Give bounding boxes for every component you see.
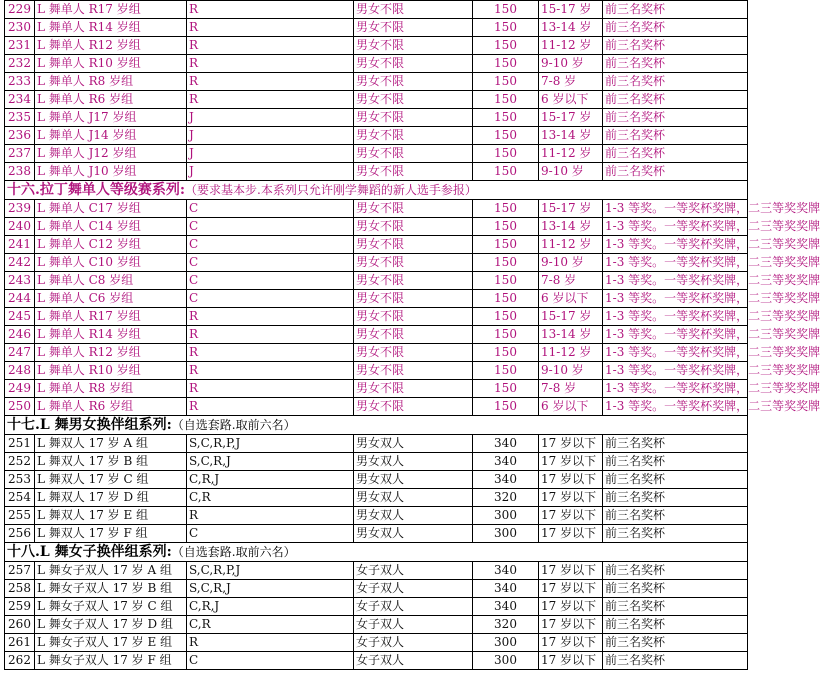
- dance-codes-cell: J: [187, 145, 354, 163]
- entry-fee-cell: 150: [473, 308, 539, 326]
- dance-codes-cell: R: [187, 19, 354, 37]
- entry-fee-cell: 340: [473, 471, 539, 489]
- event-number-cell: 244: [5, 290, 35, 308]
- gender-category-cell: 男女不限: [354, 344, 473, 362]
- entry-fee-cell: 340: [473, 453, 539, 471]
- section-title: 十八.L 舞女子换伴组系列:: [7, 543, 172, 560]
- gender-category-cell: 男女双人: [354, 471, 473, 489]
- event-number-cell: 258: [5, 580, 35, 598]
- event-name-cell: L 舞单人 R6 岁组: [35, 398, 187, 416]
- entry-fee-cell: 150: [473, 380, 539, 398]
- event-name-cell: L 舞女子双人 17 岁 D 组: [35, 616, 187, 634]
- event-name-cell: L 舞双人 17 岁 A 组: [35, 435, 187, 453]
- dance-codes-cell: R: [187, 308, 354, 326]
- dance-codes-cell: C: [187, 236, 354, 254]
- table-row: [5, 616, 748, 634]
- event-name-cell: L 舞女子双人 17 岁 E 组: [35, 634, 187, 652]
- event-name-cell: L 舞女子双人 17 岁 F 组: [35, 652, 187, 670]
- gender-category-cell: 男女不限: [354, 308, 473, 326]
- dance-codes-cell: S,C,R,P,J: [187, 435, 354, 453]
- award-cell: 1-3 等奖。一等奖杯奖牌，二三等奖奖牌: [603, 326, 748, 344]
- gender-category-cell: 男女不限: [354, 109, 473, 127]
- table-row: [5, 272, 748, 290]
- event-name-cell: L 舞单人 R10 岁组: [35, 55, 187, 73]
- event-name-cell: L 舞单人 C6 岁组: [35, 290, 187, 308]
- award-cell: 前三名奖杯: [603, 453, 748, 471]
- award-cell: 前三名奖杯: [603, 598, 748, 616]
- dance-codes-cell: S,C,R,J: [187, 580, 354, 598]
- gender-category-cell: 男女不限: [354, 254, 473, 272]
- event-number-cell: 235: [5, 109, 35, 127]
- section-note: （自选套路.取前六名）: [171, 544, 296, 559]
- event-name-cell: L 舞单人 C14 岁组: [35, 218, 187, 236]
- award-cell: 前三名奖杯: [603, 489, 748, 507]
- dance-codes-cell: R: [187, 634, 354, 652]
- award-cell: 1-3 等奖。一等奖杯奖牌，二三等奖奖牌: [603, 200, 748, 218]
- dance-codes-cell: R: [187, 326, 354, 344]
- section-header: [5, 181, 748, 200]
- table-row: [5, 1, 748, 19]
- event-name-cell: L 舞单人 R8 岁组: [35, 73, 187, 91]
- gender-category-cell: 男女不限: [354, 19, 473, 37]
- event-name-cell: L 舞单人 R6 岁组: [35, 91, 187, 109]
- entry-fee-cell: 150: [473, 19, 539, 37]
- dance-codes-cell: C: [187, 290, 354, 308]
- table-row: [5, 435, 748, 453]
- event-name-cell: L 舞单人 C8 岁组: [35, 272, 187, 290]
- dance-codes-cell: R: [187, 55, 354, 73]
- dance-codes-cell: C: [187, 652, 354, 670]
- entry-fee-cell: 340: [473, 435, 539, 453]
- gender-category-cell: 女子双人: [354, 580, 473, 598]
- event-name-cell: L 舞单人 R17 岁组: [35, 1, 187, 19]
- event-name-cell: L 舞单人 C10 岁组: [35, 254, 187, 272]
- age-range-cell: 7-8 岁: [539, 73, 603, 91]
- age-range-cell: 9-10 岁: [539, 55, 603, 73]
- gender-category-cell: 男女不限: [354, 326, 473, 344]
- gender-category-cell: 男女不限: [354, 55, 473, 73]
- age-range-cell: 17 岁以下: [539, 616, 603, 634]
- entry-fee-cell: 300: [473, 634, 539, 652]
- award-cell: 1-3 等奖。一等奖杯奖牌，二三等奖奖牌: [603, 398, 748, 416]
- dance-codes-cell: C,R,J: [187, 471, 354, 489]
- section-header-row: [5, 543, 748, 562]
- age-range-cell: 13-14 岁: [539, 218, 603, 236]
- table-row: [5, 489, 748, 507]
- award-cell: 前三名奖杯: [603, 127, 748, 145]
- event-number-cell: 245: [5, 308, 35, 326]
- age-range-cell: 9-10 岁: [539, 163, 603, 181]
- table-row: [5, 562, 748, 580]
- age-range-cell: 11-12 岁: [539, 344, 603, 362]
- award-cell: 前三名奖杯: [603, 37, 748, 55]
- event-name-cell: L 舞双人 17 岁 E 组: [35, 507, 187, 525]
- entry-fee-cell: 150: [473, 272, 539, 290]
- table-row: [5, 290, 748, 308]
- table-row: [5, 471, 748, 489]
- award-cell: 前三名奖杯: [603, 145, 748, 163]
- gender-category-cell: 男女双人: [354, 435, 473, 453]
- entry-fee-cell: 150: [473, 73, 539, 91]
- entry-fee-cell: 150: [473, 362, 539, 380]
- event-number-cell: 229: [5, 1, 35, 19]
- events-table: [4, 0, 820, 670]
- award-cell: 前三名奖杯: [603, 580, 748, 598]
- table-row: [5, 580, 748, 598]
- table-row: [5, 398, 748, 416]
- section-header-row: [5, 181, 748, 200]
- table-row: [5, 200, 748, 218]
- event-name-cell: L 舞单人 C17 岁组: [35, 200, 187, 218]
- section-header: [5, 416, 748, 435]
- section-title: 十七.L 舞男女换伴组系列:: [7, 416, 172, 433]
- award-cell: 前三名奖杯: [603, 471, 748, 489]
- gender-category-cell: 男女不限: [354, 1, 473, 19]
- award-cell: 前三名奖杯: [603, 507, 748, 525]
- age-range-cell: 15-17 岁: [539, 109, 603, 127]
- entry-fee-cell: 340: [473, 598, 539, 616]
- award-cell: 1-3 等奖。一等奖杯奖牌，二三等奖奖牌: [603, 290, 748, 308]
- section-note: （要求基本步.本系列只允许刚学舞蹈的新人选手参报）: [185, 182, 477, 197]
- table-row: [5, 163, 748, 181]
- table-row: [5, 362, 748, 380]
- award-cell: 1-3 等奖。一等奖杯奖牌，二三等奖奖牌: [603, 308, 748, 326]
- age-range-cell: 9-10 岁: [539, 254, 603, 272]
- table-row: [5, 218, 748, 236]
- entry-fee-cell: 320: [473, 489, 539, 507]
- event-number-cell: 232: [5, 55, 35, 73]
- event-number-cell: 249: [5, 380, 35, 398]
- dance-codes-cell: C: [187, 272, 354, 290]
- entry-fee-cell: 150: [473, 200, 539, 218]
- event-name-cell: L 舞单人 R10 岁组: [35, 362, 187, 380]
- event-name-cell: L 舞单人 R12 岁组: [35, 344, 187, 362]
- gender-category-cell: 男女不限: [354, 218, 473, 236]
- event-number-cell: 230: [5, 19, 35, 37]
- event-name-cell: L 舞单人 J12 岁组: [35, 145, 187, 163]
- age-range-cell: 17 岁以下: [539, 471, 603, 489]
- event-name-cell: L 舞单人 R14 岁组: [35, 326, 187, 344]
- entry-fee-cell: 150: [473, 37, 539, 55]
- entry-fee-cell: 150: [473, 1, 539, 19]
- award-cell: 前三名奖杯: [603, 109, 748, 127]
- age-range-cell: 7-8 岁: [539, 272, 603, 290]
- age-range-cell: 15-17 岁: [539, 308, 603, 326]
- age-range-cell: 13-14 岁: [539, 19, 603, 37]
- event-name-cell: L 舞双人 17 岁 D 组: [35, 489, 187, 507]
- entry-fee-cell: 150: [473, 218, 539, 236]
- age-range-cell: 6 岁以下: [539, 398, 603, 416]
- award-cell: 前三名奖杯: [603, 634, 748, 652]
- dance-codes-cell: C: [187, 525, 354, 543]
- dance-codes-cell: R: [187, 73, 354, 91]
- event-name-cell: L 舞女子双人 17 岁 C 组: [35, 598, 187, 616]
- age-range-cell: 11-12 岁: [539, 37, 603, 55]
- section-header-row: [5, 416, 748, 435]
- dance-codes-cell: S,C,R,P,J: [187, 562, 354, 580]
- dance-codes-cell: C: [187, 218, 354, 236]
- event-number-cell: 262: [5, 652, 35, 670]
- event-number-cell: 257: [5, 562, 35, 580]
- gender-category-cell: 女子双人: [354, 562, 473, 580]
- event-number-cell: 246: [5, 326, 35, 344]
- table-row: [5, 598, 748, 616]
- entry-fee-cell: 340: [473, 562, 539, 580]
- event-number-cell: 254: [5, 489, 35, 507]
- age-range-cell: 13-14 岁: [539, 326, 603, 344]
- entry-fee-cell: 300: [473, 652, 539, 670]
- gender-category-cell: 女子双人: [354, 634, 473, 652]
- gender-category-cell: 男女不限: [354, 362, 473, 380]
- table-row: [5, 145, 748, 163]
- gender-category-cell: 男女不限: [354, 380, 473, 398]
- award-cell: 前三名奖杯: [603, 525, 748, 543]
- event-name-cell: L 舞女子双人 17 岁 B 组: [35, 580, 187, 598]
- table-row: [5, 453, 748, 471]
- award-cell: 前三名奖杯: [603, 435, 748, 453]
- event-number-cell: 236: [5, 127, 35, 145]
- age-range-cell: 17 岁以下: [539, 580, 603, 598]
- event-number-cell: 252: [5, 453, 35, 471]
- gender-category-cell: 男女不限: [354, 73, 473, 91]
- entry-fee-cell: 150: [473, 127, 539, 145]
- entry-fee-cell: 320: [473, 616, 539, 634]
- dance-codes-cell: J: [187, 109, 354, 127]
- event-number-cell: 248: [5, 362, 35, 380]
- section-header: [5, 543, 748, 562]
- award-cell: 1-3 等奖。一等奖杯奖牌，二三等奖奖牌: [603, 344, 748, 362]
- dance-codes-cell: R: [187, 380, 354, 398]
- dance-codes-cell: R: [187, 91, 354, 109]
- event-number-cell: 253: [5, 471, 35, 489]
- table-row: [5, 326, 748, 344]
- table-row: [5, 55, 748, 73]
- award-cell: 前三名奖杯: [603, 163, 748, 181]
- event-name-cell: L 舞单人 J10 岁组: [35, 163, 187, 181]
- event-name-cell: L 舞单人 J17 岁组: [35, 109, 187, 127]
- dance-codes-cell: C,R: [187, 489, 354, 507]
- event-number-cell: 242: [5, 254, 35, 272]
- event-number-cell: 240: [5, 218, 35, 236]
- age-range-cell: 17 岁以下: [539, 507, 603, 525]
- gender-category-cell: 男女不限: [354, 272, 473, 290]
- dance-codes-cell: R: [187, 1, 354, 19]
- event-name-cell: L 舞双人 17 岁 C 组: [35, 471, 187, 489]
- award-cell: 1-3 等奖。一等奖杯奖牌，二三等奖奖牌: [603, 362, 748, 380]
- event-name-cell: L 舞单人 R12 岁组: [35, 37, 187, 55]
- age-range-cell: 17 岁以下: [539, 453, 603, 471]
- event-name-cell: L 舞单人 R14 岁组: [35, 19, 187, 37]
- dance-codes-cell: C: [187, 254, 354, 272]
- entry-fee-cell: 150: [473, 344, 539, 362]
- event-number-cell: 243: [5, 272, 35, 290]
- table-row: [5, 507, 748, 525]
- gender-category-cell: 男女双人: [354, 525, 473, 543]
- dance-codes-cell: C: [187, 200, 354, 218]
- entry-fee-cell: 150: [473, 91, 539, 109]
- entry-fee-cell: 150: [473, 145, 539, 163]
- table-row: [5, 254, 748, 272]
- event-number-cell: 247: [5, 344, 35, 362]
- dance-codes-cell: R: [187, 398, 354, 416]
- gender-category-cell: 男女不限: [354, 37, 473, 55]
- entry-fee-cell: 150: [473, 109, 539, 127]
- gender-category-cell: 男女不限: [354, 398, 473, 416]
- dance-codes-cell: S,C,R,J: [187, 453, 354, 471]
- age-range-cell: 6 岁以下: [539, 290, 603, 308]
- table-row: [5, 19, 748, 37]
- table-row: [5, 91, 748, 109]
- dance-codes-cell: R: [187, 37, 354, 55]
- event-number-cell: 231: [5, 37, 35, 55]
- award-cell: 前三名奖杯: [603, 55, 748, 73]
- event-number-cell: 260: [5, 616, 35, 634]
- age-range-cell: 6 岁以下: [539, 91, 603, 109]
- dance-codes-cell: C,R,J: [187, 598, 354, 616]
- award-cell: 1-3 等奖。一等奖杯奖牌，二三等奖奖牌: [603, 236, 748, 254]
- entry-fee-cell: 150: [473, 398, 539, 416]
- award-cell: 1-3 等奖。一等奖杯奖牌，二三等奖奖牌: [603, 218, 748, 236]
- table-row: [5, 344, 748, 362]
- gender-category-cell: 男女不限: [354, 236, 473, 254]
- event-number-cell: 237: [5, 145, 35, 163]
- table-row: [5, 525, 748, 543]
- table-row: [5, 380, 748, 398]
- entry-fee-cell: 150: [473, 326, 539, 344]
- entry-fee-cell: 300: [473, 507, 539, 525]
- age-range-cell: 17 岁以下: [539, 652, 603, 670]
- dance-codes-cell: J: [187, 163, 354, 181]
- dance-codes-cell: R: [187, 507, 354, 525]
- event-number-cell: 256: [5, 525, 35, 543]
- age-range-cell: 17 岁以下: [539, 634, 603, 652]
- age-range-cell: 17 岁以下: [539, 489, 603, 507]
- entry-fee-cell: 150: [473, 290, 539, 308]
- age-range-cell: 17 岁以下: [539, 525, 603, 543]
- award-cell: 前三名奖杯: [603, 73, 748, 91]
- gender-category-cell: 男女双人: [354, 489, 473, 507]
- award-cell: 1-3 等奖。一等奖杯奖牌，二三等奖奖牌: [603, 380, 748, 398]
- age-range-cell: 11-12 岁: [539, 236, 603, 254]
- table-row: [5, 127, 748, 145]
- award-cell: 前三名奖杯: [603, 652, 748, 670]
- age-range-cell: 9-10 岁: [539, 362, 603, 380]
- gender-category-cell: 男女双人: [354, 453, 473, 471]
- entry-fee-cell: 150: [473, 55, 539, 73]
- event-name-cell: L 舞单人 J14 岁组: [35, 127, 187, 145]
- gender-category-cell: 男女不限: [354, 163, 473, 181]
- award-cell: 前三名奖杯: [603, 562, 748, 580]
- table-row: [5, 308, 748, 326]
- section-title: 十六.拉丁舞单人等级赛系列:: [7, 181, 186, 198]
- gender-category-cell: 男女不限: [354, 127, 473, 145]
- age-range-cell: 17 岁以下: [539, 435, 603, 453]
- table-row: [5, 652, 748, 670]
- event-name-cell: L 舞单人 R8 岁组: [35, 380, 187, 398]
- table-row: [5, 634, 748, 652]
- event-number-cell: 234: [5, 91, 35, 109]
- award-cell: 1-3 等奖。一等奖杯奖牌，二三等奖奖牌: [603, 272, 748, 290]
- event-number-cell: 241: [5, 236, 35, 254]
- entry-fee-cell: 300: [473, 525, 539, 543]
- age-range-cell: 15-17 岁: [539, 200, 603, 218]
- event-number-cell: 261: [5, 634, 35, 652]
- gender-category-cell: 男女双人: [354, 507, 473, 525]
- award-cell: 前三名奖杯: [603, 1, 748, 19]
- dance-codes-cell: R: [187, 344, 354, 362]
- event-number-cell: 250: [5, 398, 35, 416]
- age-range-cell: 13-14 岁: [539, 127, 603, 145]
- gender-category-cell: 男女不限: [354, 91, 473, 109]
- gender-category-cell: 男女不限: [354, 145, 473, 163]
- dance-codes-cell: J: [187, 127, 354, 145]
- event-name-cell: L 舞单人 R17 岁组: [35, 308, 187, 326]
- age-range-cell: 17 岁以下: [539, 598, 603, 616]
- event-name-cell: L 舞双人 17 岁 B 组: [35, 453, 187, 471]
- age-range-cell: 7-8 岁: [539, 380, 603, 398]
- age-range-cell: 15-17 岁: [539, 1, 603, 19]
- table-row: [5, 109, 748, 127]
- event-number-cell: 239: [5, 200, 35, 218]
- award-cell: 前三名奖杯: [603, 19, 748, 37]
- event-number-cell: 259: [5, 598, 35, 616]
- gender-category-cell: 女子双人: [354, 598, 473, 616]
- table-row: [5, 37, 748, 55]
- table-row: [5, 73, 748, 91]
- section-note: （自选套路.取前六名）: [171, 417, 296, 432]
- event-number-cell: 251: [5, 435, 35, 453]
- award-cell: 前三名奖杯: [603, 616, 748, 634]
- event-number-cell: 255: [5, 507, 35, 525]
- gender-category-cell: 女子双人: [354, 616, 473, 634]
- gender-category-cell: 男女不限: [354, 200, 473, 218]
- entry-fee-cell: 150: [473, 163, 539, 181]
- table-row: [5, 236, 748, 254]
- entry-fee-cell: 150: [473, 254, 539, 272]
- dance-codes-cell: C,R: [187, 616, 354, 634]
- gender-category-cell: 男女不限: [354, 290, 473, 308]
- age-range-cell: 17 岁以下: [539, 562, 603, 580]
- award-cell: 前三名奖杯: [603, 91, 748, 109]
- entry-fee-cell: 150: [473, 236, 539, 254]
- event-name-cell: L 舞双人 17 岁 F 组: [35, 525, 187, 543]
- event-name-cell: L 舞单人 C12 岁组: [35, 236, 187, 254]
- gender-category-cell: 女子双人: [354, 652, 473, 670]
- event-number-cell: 238: [5, 163, 35, 181]
- age-range-cell: 11-12 岁: [539, 145, 603, 163]
- event-name-cell: L 舞女子双人 17 岁 A 组: [35, 562, 187, 580]
- dance-codes-cell: R: [187, 362, 354, 380]
- award-cell: 1-3 等奖。一等奖杯奖牌，二三等奖奖牌: [603, 254, 748, 272]
- event-number-cell: 233: [5, 73, 35, 91]
- entry-fee-cell: 340: [473, 580, 539, 598]
